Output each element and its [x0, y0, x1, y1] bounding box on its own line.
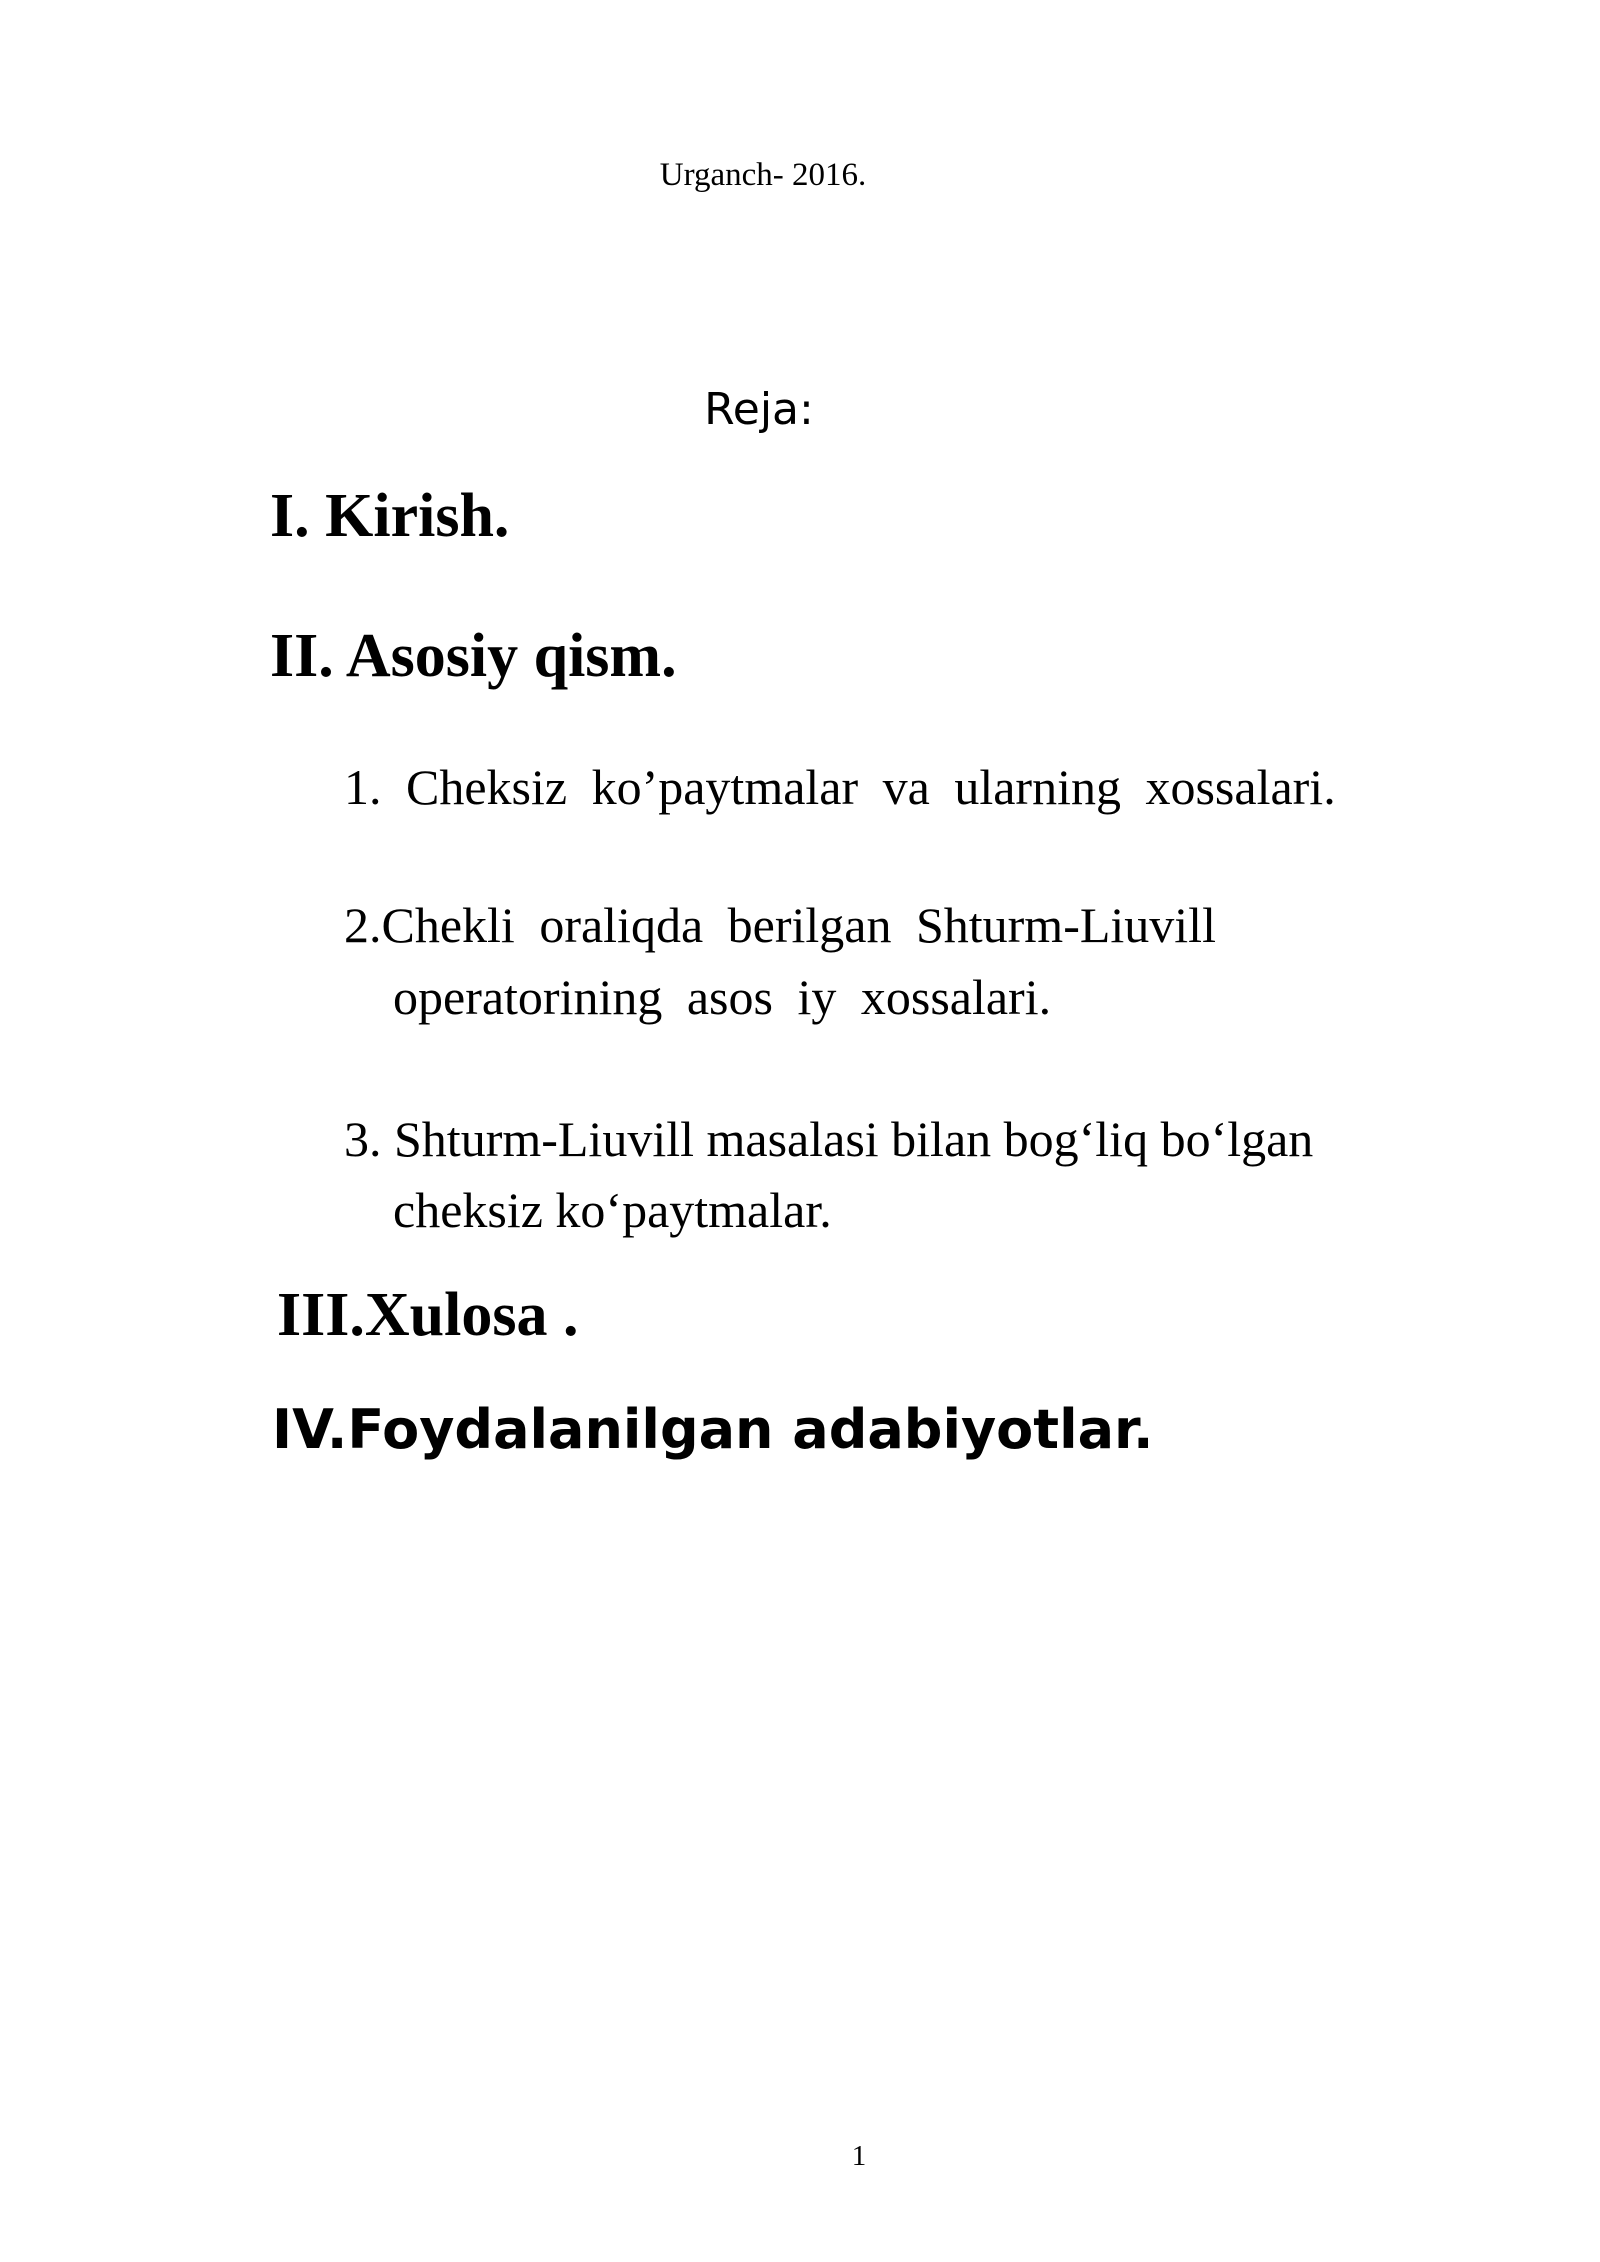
- subitem-3-text-line-1: Shturm-Liuvill masalasi bilan bog‘liq bo‘lgan: [394, 1111, 1314, 1167]
- city-year: Urganch- 2016.: [659, 157, 867, 193]
- subitem-3-number: 3.: [344, 1111, 382, 1167]
- page-number: 1: [851, 2140, 867, 2172]
- subitem-1-number: 1.: [344, 759, 382, 815]
- subitem-2: [344, 890, 1216, 960]
- subitem-2-text-line-1: Chekli oraliqda berilgan Shturm-Liuvill: [381, 897, 1216, 953]
- subitem-3-text-line-2: cheksiz ko‘paytmalar.: [393, 1182, 832, 1238]
- section-conclusion: III.Xulosa .: [277, 1281, 579, 1349]
- section-main-part: II. Asosiy qism.: [270, 622, 677, 690]
- section-references: IV.Foydalanilgan adabiyotlar.: [272, 1398, 1154, 1461]
- section-introduction: I. Kirish.: [270, 482, 510, 550]
- subitem-2-number: 2.: [344, 897, 382, 953]
- subitem-1: [344, 752, 1336, 822]
- subitem-3: [344, 1104, 1313, 1174]
- subitem-2-text-line-2: operatorining asos iy xossalari.: [393, 969, 1052, 1025]
- subitem-1-text: Cheksiz ko’paytmalar va ularning xossalari.: [406, 759, 1336, 815]
- plan-title: Reja:: [704, 384, 814, 435]
